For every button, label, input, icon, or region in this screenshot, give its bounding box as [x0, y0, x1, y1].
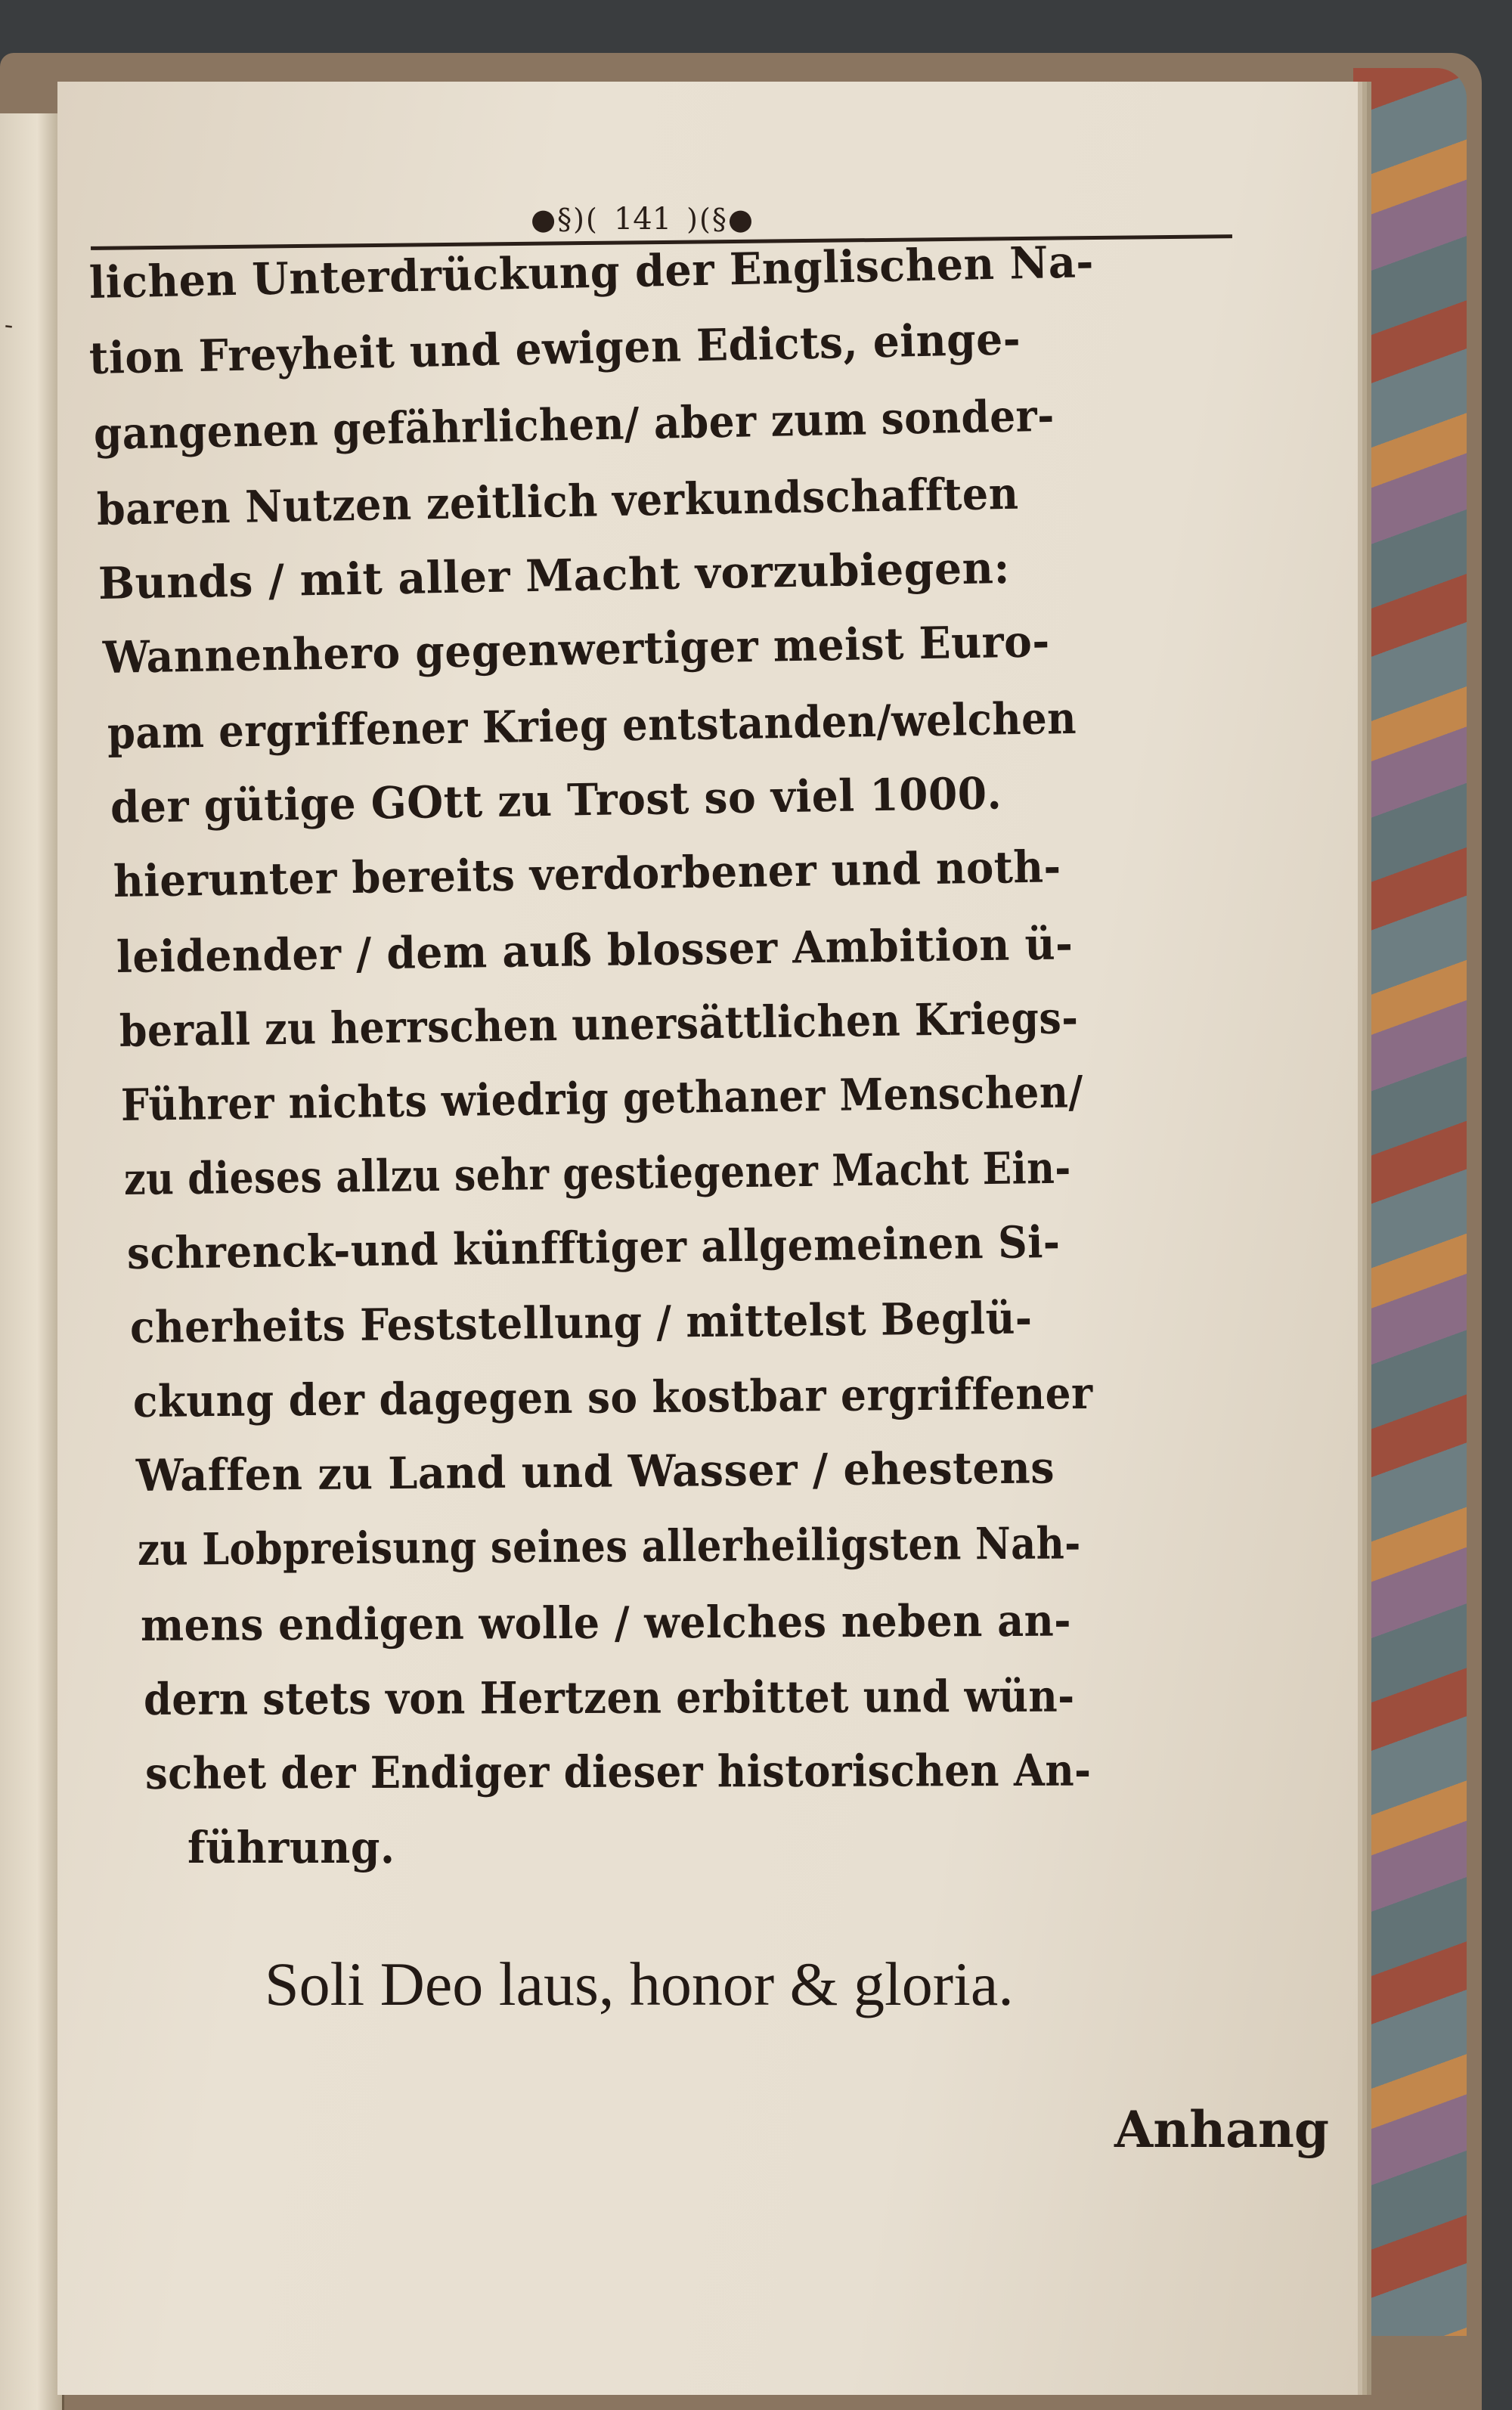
text-line: Waffen zu Land und Wasser / ehestens — [135, 1442, 1055, 1501]
text-line: Führer nichts wiedrig gethaner Menschen/ — [120, 1066, 1084, 1131]
text-line: cherheits Feststellung / mittelst Beglü- — [129, 1292, 1033, 1353]
text-line: tion Freyheit und ewigen Edicts, einge- — [88, 313, 1021, 384]
text-line: berall zu herrschen unersättlichen Kriegs- — [119, 992, 1079, 1057]
page-number: 141 — [613, 202, 672, 237]
text-line: Wannenhero gegenwertiger meist Euro- — [102, 615, 1051, 683]
text-line: Bunds / mit aller Macht vorzubiegen: — [98, 541, 1011, 609]
text-line: ckung der dagegen so kostbar ergriffener — [132, 1367, 1093, 1427]
text-line: pam ergriffener Krieg entstanden/welchen — [107, 692, 1077, 759]
text-line: baren Nutzen zeitlich verkundschafften — [96, 467, 1019, 535]
text-line: hierunter bereits verdorbener und noth- — [113, 841, 1062, 907]
catchword: Anhang — [1114, 2100, 1330, 2159]
text-line: dern stets von Hertzen erbittet und wün- — [143, 1670, 1075, 1725]
page-header — [401, 197, 885, 242]
text-line: gangenen gefährlichen/ aber zum sonder- — [93, 389, 1055, 460]
text-line: zu dieses allzu sehr gestiegener Macht Ein- — [123, 1141, 1072, 1205]
closing-motto: Soli Deo laus, honor & gloria. — [265, 1950, 1014, 2018]
text-line: schet der Endiger dieser historischen An- — [144, 1744, 1092, 1799]
text-line: zu Lobpreisung seines allerheiligsten Nah- — [137, 1517, 1082, 1575]
header-ornament-right: )(§● — [686, 203, 754, 236]
header-ornament-left: ●§)( — [531, 203, 599, 236]
text-line: mens endigen wolle / welches neben an- — [140, 1594, 1072, 1651]
previous-page-edge: ‑ — [0, 113, 64, 2410]
text-line: führung. — [187, 1822, 395, 1873]
text-line: leidender / dem auß blosser Ambition ü- — [116, 918, 1074, 983]
text-line: der gütige GOtt zu Trost so viel 1000. — [110, 767, 1002, 833]
text-line: schrenck-und künfftiger allgemeinen Si- — [126, 1216, 1061, 1279]
marbled-page-edge — [1353, 68, 1467, 2336]
text-line: lichen Unterdrückung der Englischen Na- — [88, 236, 1095, 308]
